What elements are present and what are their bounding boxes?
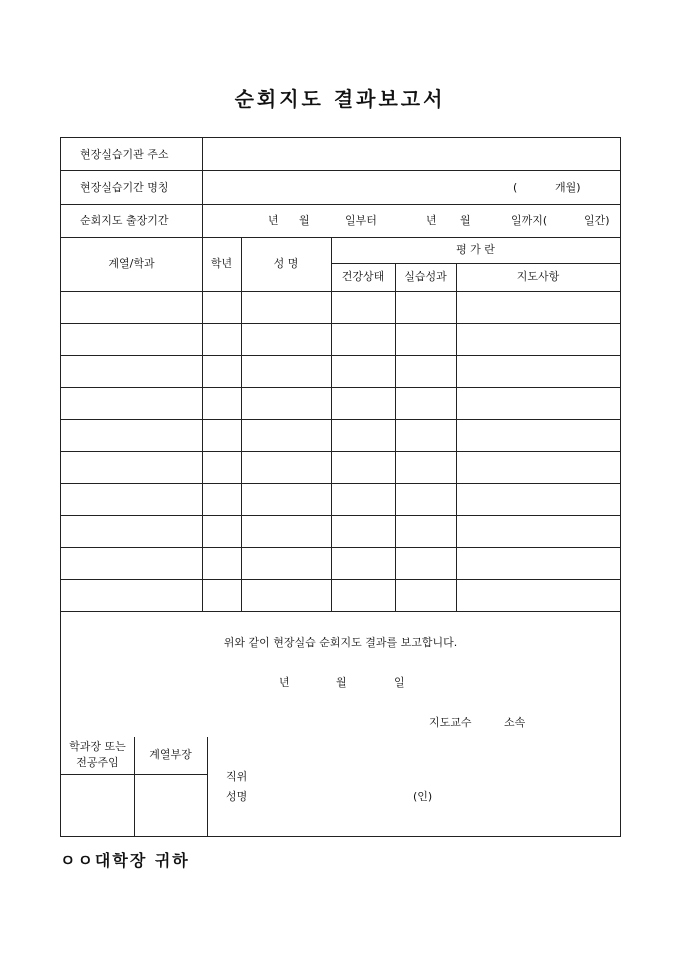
address-label: 현장실습기관 주소 bbox=[80, 148, 169, 161]
trip-days: 일간) bbox=[584, 214, 610, 227]
trip-year-1: 년 bbox=[268, 214, 279, 227]
header-health: 건강상태 bbox=[341, 270, 385, 283]
months-suffix: 개월) bbox=[555, 181, 581, 194]
signer-name-label: 성명 bbox=[226, 790, 248, 803]
header-result: 실습성과 bbox=[404, 270, 447, 283]
affiliation-label: 소속 bbox=[504, 716, 526, 729]
date-month: 월 bbox=[336, 676, 347, 689]
addressee: ㅇㅇ대학장 귀하 bbox=[60, 851, 190, 870]
trip-month-1: 월 bbox=[299, 214, 310, 227]
trip-until: 일까지( bbox=[511, 214, 548, 227]
header-dept: 계열/학과 bbox=[108, 257, 155, 270]
professor-label: 지도교수 bbox=[429, 716, 472, 729]
report-form bbox=[60, 137, 621, 837]
seal-mark: (인) bbox=[413, 790, 433, 803]
trip-month-2: 월 bbox=[460, 214, 471, 227]
approval-head-line2: 전공주임 bbox=[76, 756, 119, 769]
date-year: 년 bbox=[279, 676, 290, 689]
institution-name-label: 현장실습기간 명칭 bbox=[80, 181, 169, 194]
header-guidance: 지도사항 bbox=[516, 270, 560, 283]
report-statement: 위와 같이 현장실습 순회지도 결과를 보고합니다. bbox=[223, 636, 458, 649]
document-title: 순회지도 결과보고서 bbox=[234, 87, 446, 111]
trip-from: 일부터 bbox=[345, 214, 377, 227]
trip-year-2: 년 bbox=[426, 214, 437, 227]
position-label: 직위 bbox=[226, 770, 248, 783]
header-year: 학년 bbox=[210, 257, 233, 270]
header-evaluation: 평 가 란 bbox=[456, 243, 495, 256]
trip-period-label: 순회지도 출장기간 bbox=[80, 214, 169, 227]
approval-head-line1: 학과장 또는 bbox=[69, 740, 126, 753]
months-paren: ( bbox=[513, 181, 518, 194]
header-name: 성 명 bbox=[273, 257, 299, 270]
approval-dept-head: 계열부장 bbox=[149, 748, 192, 761]
date-day: 일 bbox=[394, 676, 405, 689]
